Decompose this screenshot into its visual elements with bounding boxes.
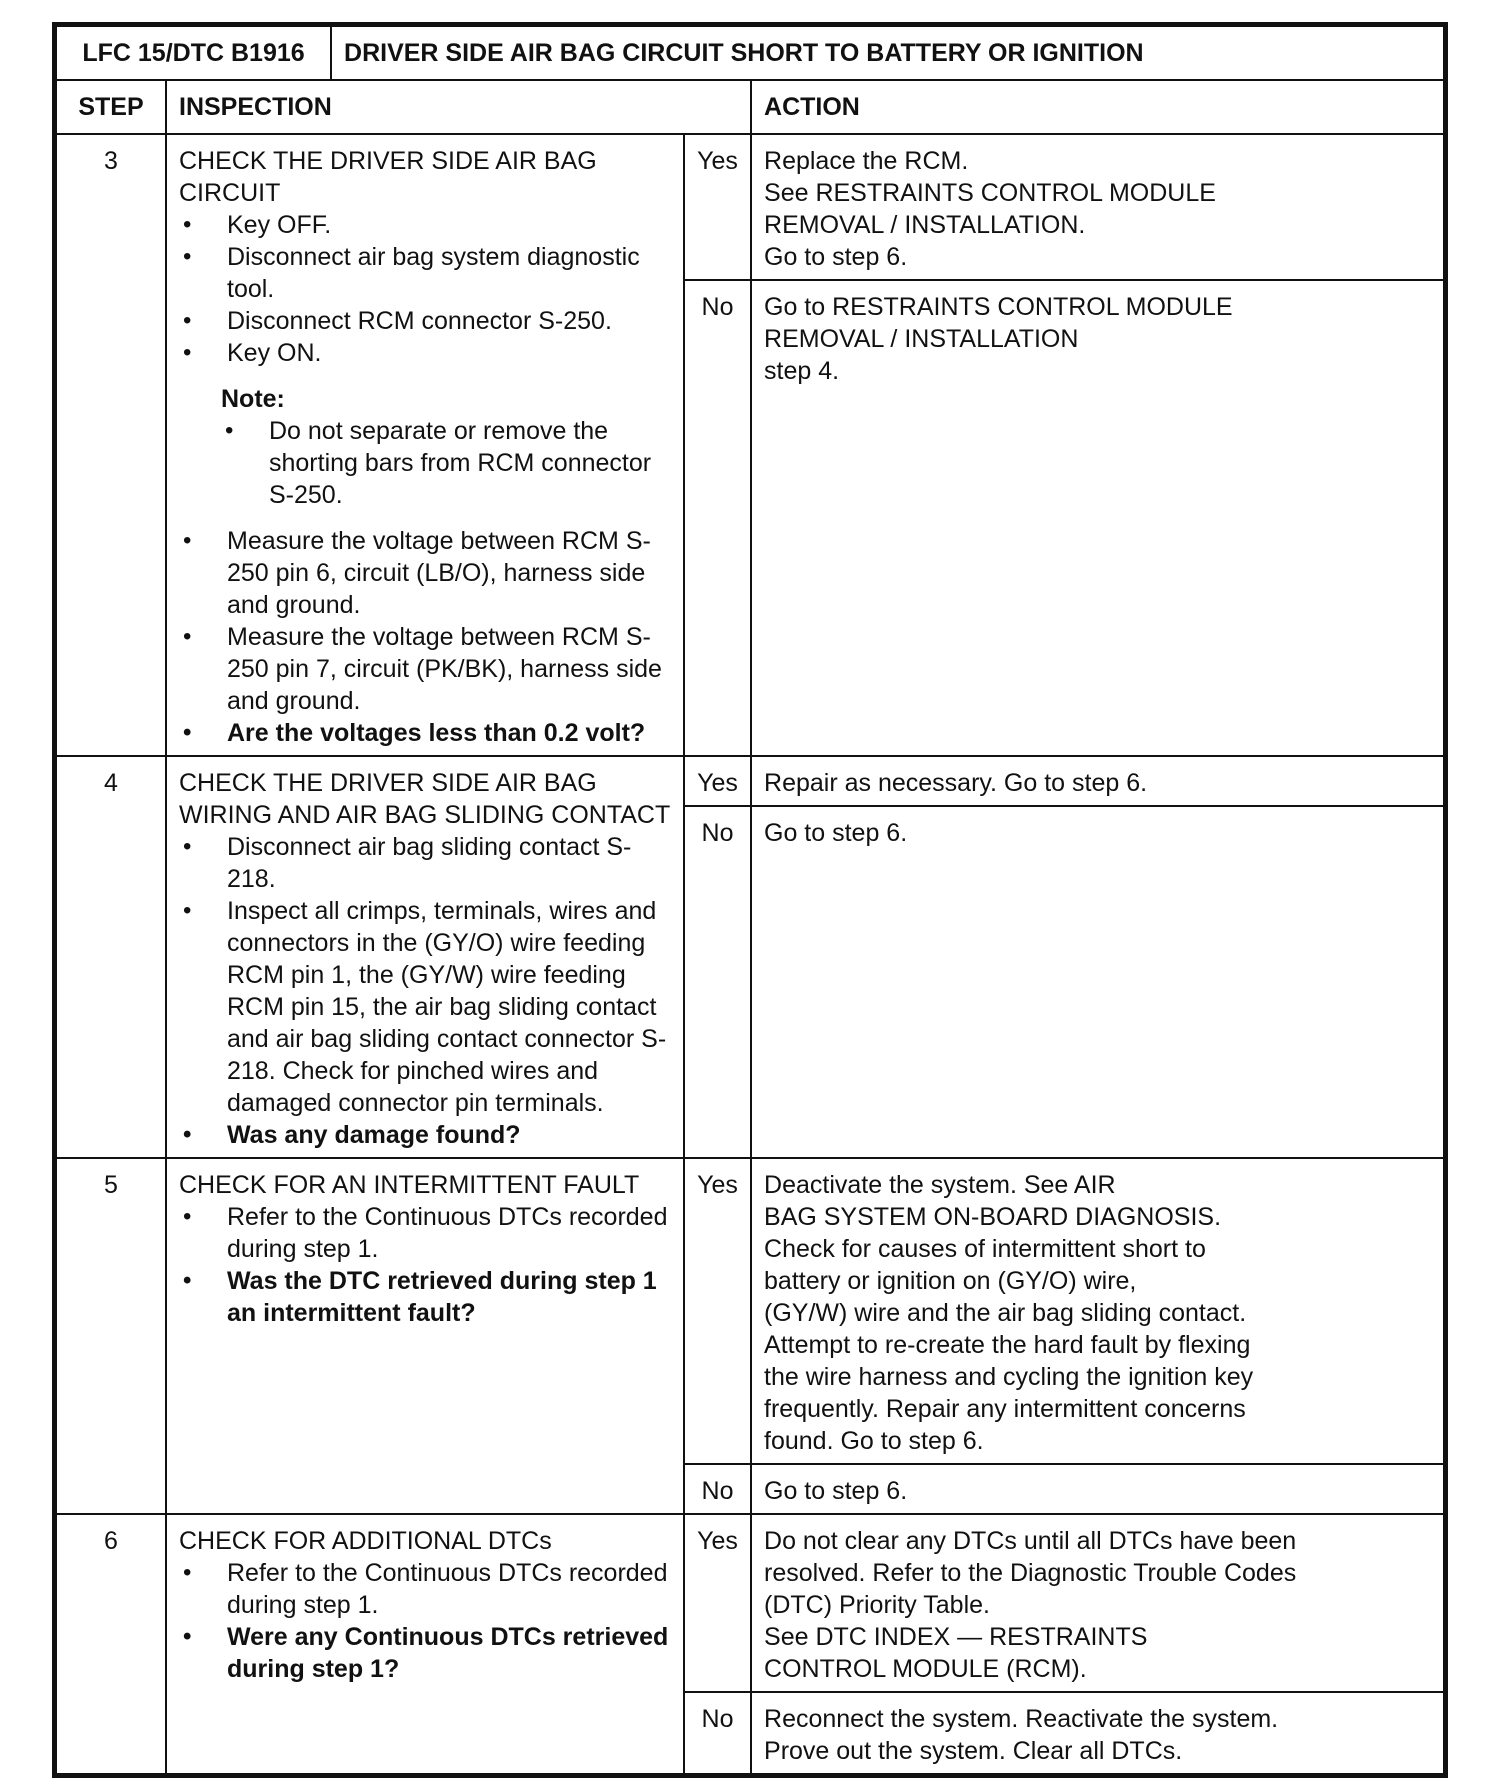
action-line: (GY/W) wire and the air bag sliding contact.	[764, 1299, 1247, 1327]
action-line: Go to step 6.	[764, 243, 908, 271]
step-question: • Were any Continuous DTCs retrieved during step 1?	[179, 1621, 671, 1685]
note-bullets	[221, 415, 671, 511]
step-number: 3	[56, 134, 166, 756]
action-line: Attempt to re-create the hard fault by flexing	[764, 1331, 1251, 1359]
action-line: Reconnect the system. Reactivate the system.	[764, 1705, 1279, 1733]
dtc-title: DRIVER SIDE AIR BAG CIRCUIT SHORT TO BATTERY OR IGNITION	[331, 26, 1444, 80]
action-line: REMOVAL / INSTALLATION.	[764, 211, 1086, 239]
step-4-yes-row	[56, 756, 1444, 806]
action-line: the wire harness and cycling the ignition key	[764, 1363, 1254, 1391]
step-number: 6	[56, 1514, 166, 1774]
step-3-inspection	[166, 134, 684, 756]
step-title: CHECK FOR ADDITIONAL DTCs	[179, 1527, 552, 1555]
step-bullets	[179, 1557, 671, 1685]
bullet-item: • Measure the voltage between RCM S-250 pin 6, circuit (LB/O), harness side and ground.	[179, 525, 671, 621]
action-line: Go to step 6.	[764, 819, 908, 847]
yes-action	[751, 756, 1444, 806]
title-row	[56, 26, 1444, 80]
step-title: CHECK FOR AN INTERMITTENT FAULT	[179, 1171, 640, 1199]
step-bullets	[179, 831, 671, 1151]
action-line: CONTROL MODULE (RCM).	[764, 1655, 1087, 1683]
step-bullets-after	[179, 525, 671, 749]
note-label: Note:	[221, 385, 285, 413]
action-line: REMOVAL / INSTALLATION	[764, 325, 1079, 353]
yes-label: Yes	[684, 756, 751, 806]
yes-label: Yes	[684, 1514, 751, 1692]
action-line: battery or ignition on (GY/O) wire,	[764, 1267, 1137, 1295]
action-line: Repair as necessary. Go to step 6.	[764, 769, 1148, 797]
no-label: No	[684, 1692, 751, 1774]
bullet-item: • Measure the voltage between RCM S-250 pin 7, circuit (PK/BK), harness side and ground.	[179, 621, 671, 717]
step-4-inspection	[166, 756, 684, 1158]
step-question: • Are the voltages less than 0.2 volt?	[179, 717, 671, 749]
diagnostic-table	[52, 22, 1448, 1778]
yes-action	[751, 1514, 1444, 1692]
step-3-yes-row	[56, 134, 1444, 280]
action-line: found. Go to step 6.	[764, 1427, 984, 1455]
action-line: Prove out the system. Clear all DTCs.	[764, 1737, 1183, 1765]
action-line: frequently. Repair any intermittent concerns	[764, 1395, 1246, 1423]
step-column-header: STEP	[56, 80, 166, 134]
yes-label: Yes	[684, 134, 751, 280]
step-bullets	[179, 1201, 671, 1329]
dtc-code: LFC 15/DTC B1916	[56, 26, 331, 80]
action-line: resolved. Refer to the Diagnostic Trouble Codes	[764, 1559, 1297, 1587]
no-action	[751, 806, 1444, 1158]
note-bullet-item: • Do not separate or remove the shorting bars from RCM connector S-250.	[221, 415, 671, 511]
action-column-header: ACTION	[751, 80, 1444, 134]
action-line: (DTC) Priority Table.	[764, 1591, 990, 1619]
action-line: BAG SYSTEM ON-BOARD DIAGNOSIS.	[764, 1203, 1222, 1231]
note-box	[221, 383, 671, 511]
bullet-item: • Key OFF.	[179, 209, 671, 241]
step-6-inspection	[166, 1514, 684, 1774]
no-label: No	[684, 280, 751, 756]
step-number: 4	[56, 756, 166, 1158]
bullet-item: • Refer to the Continuous DTCs recorded during step 1.	[179, 1201, 671, 1265]
bullet-item: • Disconnect air bag sliding contact S-218.	[179, 831, 671, 895]
bullet-item: • Key ON.	[179, 337, 671, 369]
inspection-column-header: INSPECTION	[166, 80, 751, 134]
no-action	[751, 280, 1444, 756]
yes-action	[751, 1158, 1444, 1464]
bullet-item: • Refer to the Continuous DTCs recorded during step 1.	[179, 1557, 671, 1621]
no-action	[751, 1464, 1444, 1514]
yes-action	[751, 134, 1444, 280]
action-line: step 4.	[764, 357, 840, 385]
step-6-yes-row	[56, 1514, 1444, 1692]
step-number: 5	[56, 1158, 166, 1514]
action-line: See DTC INDEX — RESTRAINTS	[764, 1623, 1148, 1651]
step-title: CHECK THE DRIVER SIDE AIR BAG CIRCUIT	[179, 147, 597, 207]
bullet-item: • Disconnect air bag system diagnostic tool.	[179, 241, 671, 305]
bullet-item: • Inspect all crimps, terminals, wires and connectors in the (GY/O) wire feeding RCM pin 1, the (GY/W) wire feeding RCM pin 15, the air bag sliding contact and air bag sliding contact connector S-218. Check for pinched wires and damaged connector pin terminals.	[179, 895, 671, 1119]
action-line: Check for causes of intermittent short to	[764, 1235, 1206, 1263]
no-label: No	[684, 806, 751, 1158]
action-line: See RESTRAINTS CONTROL MODULE	[764, 179, 1216, 207]
action-line: Do not clear any DTCs until all DTCs have been	[764, 1527, 1297, 1555]
action-line: Go to RESTRAINTS CONTROL MODULE	[764, 293, 1233, 321]
column-header-row	[56, 80, 1444, 134]
step-title: CHECK THE DRIVER SIDE AIR BAG WIRING AND AIR BAG SLIDING CONTACT	[179, 769, 671, 829]
step-question: • Was the DTC retrieved during step 1 an intermittent fault?	[179, 1265, 671, 1329]
no-action	[751, 1692, 1444, 1774]
procedure-table	[55, 25, 1445, 1775]
step-bullets	[179, 209, 671, 369]
yes-label: Yes	[684, 1158, 751, 1464]
step-5-inspection	[166, 1158, 684, 1514]
bullet-item: • Disconnect RCM connector S-250.	[179, 305, 671, 337]
step-question: • Was any damage found?	[179, 1119, 671, 1151]
step-5-yes-row	[56, 1158, 1444, 1464]
no-label: No	[684, 1464, 751, 1514]
action-line: Replace the RCM.	[764, 147, 969, 175]
action-line: Go to step 6.	[764, 1477, 908, 1505]
action-line: Deactivate the system. See AIR	[764, 1171, 1116, 1199]
